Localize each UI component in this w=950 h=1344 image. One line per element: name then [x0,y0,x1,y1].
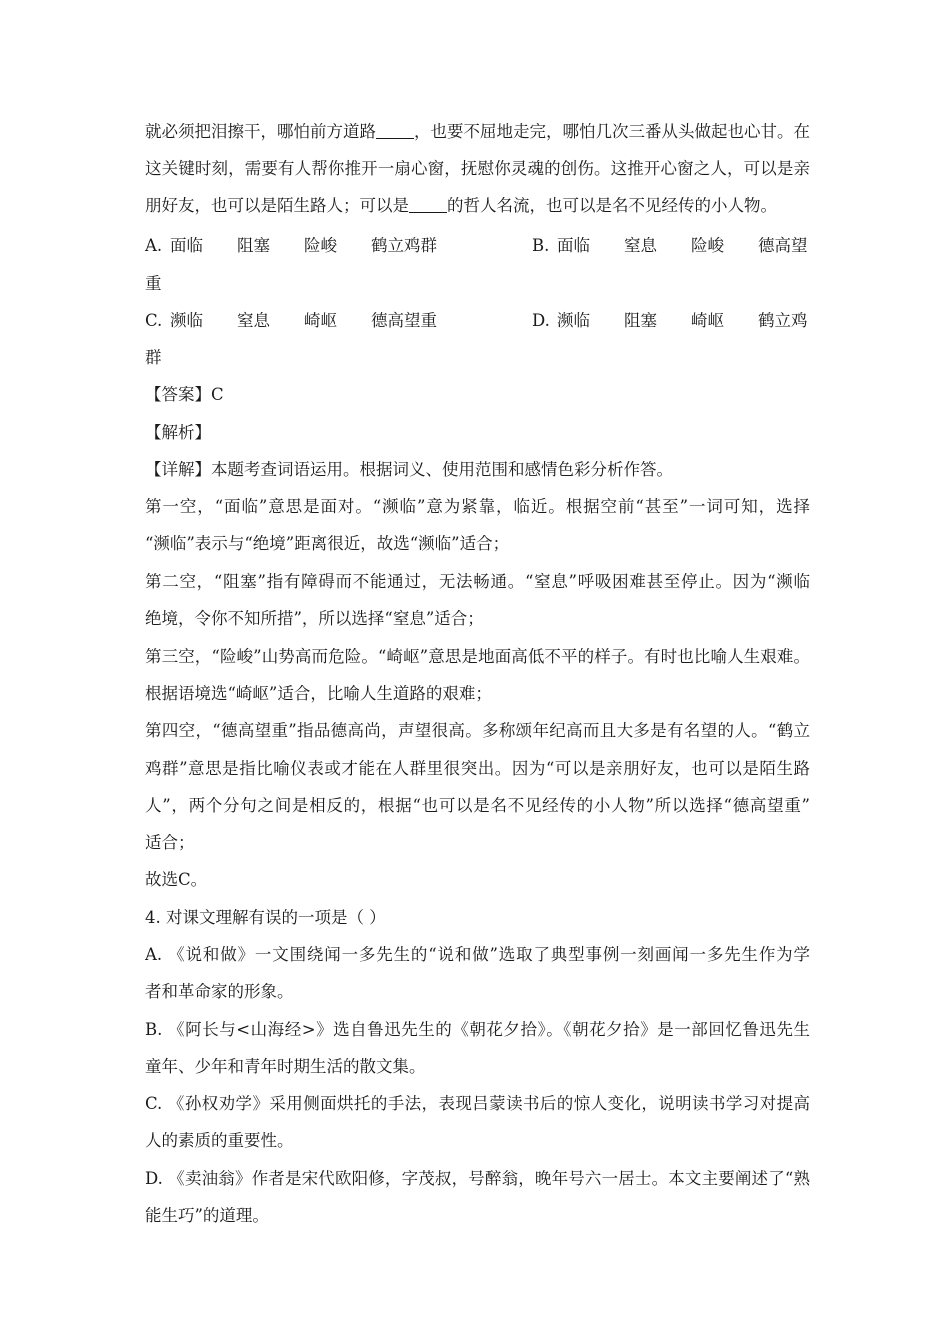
q4-option-c-line-2: 人的素质的重要性。 [145,1131,294,1150]
q3-option-a [145,234,545,258]
fill-blank [376,122,414,139]
q4-option-c-line-1: C. 《孙权劝学》采用侧面烘托的手法，表现吕蒙读书后的惊人变化，说明读书学习对提高 [145,1094,810,1113]
conclusion-line: 故选C。 [145,870,208,889]
option-word: 崎岖 [304,311,337,330]
p2-line-2: 绝境，令你不知所措”，所以选择“窒息”适合； [145,609,484,628]
q4-option-d-line-2: 能生巧”的道理。 [145,1206,269,1225]
detail-line: 【详解】本题考查词语运用。根据词义、使用范围和感情色彩分析作答。 [145,460,673,479]
option-word: 险峻 [304,236,337,255]
q3-option-c [145,309,545,333]
p3-line-2: 根据语境选“崎岖”适合，比喻人生道路的艰难； [145,684,492,703]
intro-text: 就必须把泪擦干，哪怕前方道路 [145,122,376,141]
option-word: 险峻 [691,236,724,255]
p1-line-2: “濒临”表示与“绝境”距离很近，故选“濒临”适合； [145,534,510,553]
option-word: 鹤立鸡 [758,311,808,330]
q3-option-d [532,309,812,333]
p4-line-1: 第四空，“德高望重”指品德高尚，声望很高。多称颂年纪高而且大多是有名望的人。“鹤立 [145,721,810,740]
option-word: 崎岖 [691,311,724,330]
p4-line-2: 鸡群”意思是指比喻仪表或才能在人群里很突出。因为“可以是亲朋好友，也可以是陌生路 [145,759,810,778]
p4-line-3: 人”，两个分句之间是相反的，根据“也可以是名不见经传的小人物”所以选择“德高望重” [145,796,810,815]
option-label: C. [145,311,163,330]
option-word: 面临 [170,236,203,255]
q4-stem: 4. 对课文理解有误的一项是（ ） [145,908,386,927]
analysis-heading: 【解析】 [145,423,211,442]
option-word: 面临 [557,236,590,255]
q3-option-b [532,234,812,258]
option-word: 窒息 [237,311,270,330]
option-word: 鹤立鸡群 [371,236,437,255]
option-word: 窒息 [624,236,657,255]
q4-option-b-line-2: 童年、少年和青年时期生活的散文集。 [145,1057,426,1076]
q4-option-b-line-1: B. 《阿长与<山海经>》选自鲁迅先生的《朝花夕拾》。《朝花夕拾》是一部回忆鲁迅先生 [145,1020,810,1039]
p2-line-1: 第二空，“阻塞”指有障碍而不能通过，无法畅通。“窒息”呼吸困难甚至停止。因为“濒临 [145,572,810,591]
p1-line-1: 第一空，“面临”意思是面对。“濒临”意为紧靠，临近。根据空前“甚至”一词可知，选择 [145,497,810,516]
option-word: 德高望 [758,236,808,255]
option-label: B. [532,236,550,255]
p3-line-1: 第三空，“险峻”山势高而危险。“崎岖”意思是地面高低不平的样子。有时也比喻人生艰难。 [145,647,810,666]
option-word: 濒临 [557,311,590,330]
intro-text: ，也要不屈地走完，哪怕几次三番从头做起也心甘。在 [414,122,810,141]
option-word: 阻塞 [237,236,270,255]
q4-option-d-line-1: D. 《卖油翁》作者是宋代欧阳修，字茂叔，号醉翁，晚年号六一居士。本文主要阐述了“熟 [145,1169,810,1188]
option-word: 阻塞 [624,311,657,330]
intro-text: 朋好友，也可以是陌生路人；可以是 [145,196,409,215]
intro-line-1 [145,120,810,144]
option-word: 濒临 [170,311,203,330]
q3-option-d-continued: 群 [145,348,162,367]
intro-text: 的哲人名流，也可以是名不见经传的小人物。 [447,196,777,215]
option-label: A. [145,236,163,255]
answer-line: 【答案】C [145,385,224,404]
option-word: 德高望重 [371,311,437,330]
q3-option-b-continued: 重 [145,274,162,293]
option-label: D. [532,311,550,330]
q4-option-a-line-2: 者和革命家的形象。 [145,982,294,1001]
intro-line-2: 这关键时刻，需要有人帮你推开一扇心窗，抚慰你灵魂的创伤。这推开心窗之人，可以是亲 [145,159,810,178]
q4-option-a-line-1: A. 《说和做》一文围绕闻一多先生的“说和做”选取了典型事例一刻画闻一多先生作为学 [145,945,810,964]
p4-line-4: 适合； [145,833,195,852]
fill-blank [409,196,447,213]
intro-line-3 [145,194,810,218]
